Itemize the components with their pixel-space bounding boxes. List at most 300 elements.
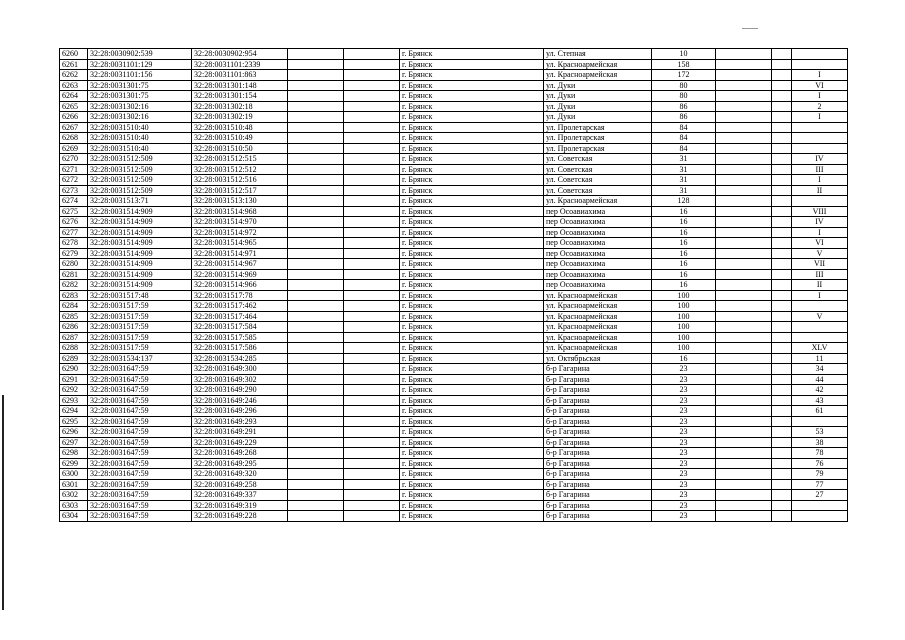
street-cell: ул. Красноармейская <box>544 59 652 70</box>
record-number-cell: 6288 <box>60 343 88 354</box>
empty-cell <box>288 364 344 375</box>
record-number-cell: 6268 <box>60 133 88 144</box>
house-number-cell: 80 <box>652 91 716 102</box>
house-number-cell: 100 <box>652 290 716 301</box>
empty-cell <box>288 416 344 427</box>
empty-cell <box>288 101 344 112</box>
record-number-cell: 6271 <box>60 164 88 175</box>
premises-number-cell <box>792 143 848 154</box>
city-cell: г. Брянск <box>400 364 544 375</box>
empty-cell <box>772 248 792 259</box>
empty-cell <box>716 143 772 154</box>
city-cell: г. Брянск <box>400 290 544 301</box>
object-cadastral-number-cell: 32:28:0031302:19 <box>192 112 288 123</box>
empty-cell <box>716 133 772 144</box>
premises-number-cell <box>792 416 848 427</box>
empty-cell <box>344 290 400 301</box>
premises-number-cell: 42 <box>792 385 848 396</box>
empty-cell <box>288 448 344 459</box>
street-cell: ул. Красноармейская <box>544 322 652 333</box>
house-number-cell: 16 <box>652 206 716 217</box>
city-cell: г. Брянск <box>400 112 544 123</box>
premises-number-cell <box>792 49 848 60</box>
record-number-cell: 6286 <box>60 322 88 333</box>
street-cell: ул. Красноармейская <box>544 196 652 207</box>
empty-cell <box>772 269 792 280</box>
empty-cell <box>716 248 772 259</box>
city-cell: г. Брянск <box>400 164 544 175</box>
street-cell: б-р Гагарина <box>544 479 652 490</box>
object-cadastral-number-cell: 32:28:0031517:464 <box>192 311 288 322</box>
object-cadastral-number-cell: 32:28:0031101:2339 <box>192 59 288 70</box>
street-cell: пер Осоавиахима <box>544 280 652 291</box>
city-cell: г. Брянск <box>400 259 544 270</box>
empty-cell <box>772 59 792 70</box>
premises-number-cell: 38 <box>792 437 848 448</box>
record-number-cell: 6298 <box>60 448 88 459</box>
city-cell: г. Брянск <box>400 143 544 154</box>
table-row <box>60 206 848 217</box>
empty-cell <box>716 91 772 102</box>
empty-cell <box>288 290 344 301</box>
city-cell: г. Брянск <box>400 206 544 217</box>
street-cell: б-р Гагарина <box>544 374 652 385</box>
premises-number-cell: III <box>792 269 848 280</box>
object-cadastral-number-cell: 32:28:0031649:320 <box>192 469 288 480</box>
empty-cell <box>716 437 772 448</box>
empty-cell <box>772 133 792 144</box>
house-number-cell: 23 <box>652 479 716 490</box>
premises-number-cell: VII <box>792 259 848 270</box>
street-cell: ул. Советская <box>544 164 652 175</box>
premises-number-cell: IV <box>792 154 848 165</box>
house-number-cell: 23 <box>652 448 716 459</box>
empty-cell <box>344 248 400 259</box>
parcel-cadastral-number-cell: 32:28:0031513:71 <box>88 196 192 207</box>
object-cadastral-number-cell: 32:28:0031514:968 <box>192 206 288 217</box>
empty-cell <box>772 164 792 175</box>
table-row <box>60 500 848 511</box>
street-cell: б-р Гагарина <box>544 364 652 375</box>
record-number-cell: 6279 <box>60 248 88 259</box>
empty-cell <box>344 80 400 91</box>
record-number-cell: 6303 <box>60 500 88 511</box>
empty-cell <box>288 301 344 312</box>
house-number-cell: 86 <box>652 101 716 112</box>
premises-number-cell: V <box>792 248 848 259</box>
premises-number-cell: I <box>792 70 848 81</box>
city-cell: г. Брянск <box>400 175 544 186</box>
record-number-cell: 6301 <box>60 479 88 490</box>
object-cadastral-number-cell: 32:28:0031649:268 <box>192 448 288 459</box>
empty-cell <box>288 196 344 207</box>
premises-number-cell: 43 <box>792 395 848 406</box>
record-number-cell: 6293 <box>60 395 88 406</box>
street-cell: пер Осоавиахима <box>544 206 652 217</box>
premises-number-cell <box>792 59 848 70</box>
object-cadastral-number-cell: 32:28:0031101:863 <box>192 70 288 81</box>
table-row <box>60 395 848 406</box>
empty-cell <box>288 280 344 291</box>
record-number-cell: 6289 <box>60 353 88 364</box>
house-number-cell: 23 <box>652 469 716 480</box>
record-number-cell: 6276 <box>60 217 88 228</box>
empty-cell <box>344 112 400 123</box>
record-number-cell: 6267 <box>60 122 88 133</box>
city-cell: г. Брянск <box>400 185 544 196</box>
parcel-cadastral-number-cell: 32:28:0031647:59 <box>88 427 192 438</box>
empty-cell <box>344 490 400 501</box>
parcel-cadastral-number-cell: 32:28:0031512:509 <box>88 164 192 175</box>
empty-cell <box>772 427 792 438</box>
house-number-cell: 31 <box>652 175 716 186</box>
empty-cell <box>288 217 344 228</box>
object-cadastral-number-cell: 32:28:0031517:585 <box>192 332 288 343</box>
city-cell: г. Брянск <box>400 490 544 501</box>
empty-cell <box>716 332 772 343</box>
empty-cell <box>716 322 772 333</box>
parcel-cadastral-number-cell: 32:28:0031514:909 <box>88 248 192 259</box>
parcel-cadastral-number-cell: 32:28:0031510:40 <box>88 143 192 154</box>
object-cadastral-number-cell: 32:28:0031649:228 <box>192 511 288 522</box>
parcel-cadastral-number-cell: 32:28:0031647:59 <box>88 458 192 469</box>
premises-number-cell: 79 <box>792 469 848 480</box>
table-row <box>60 269 848 280</box>
parcel-cadastral-number-cell: 32:28:0031101:156 <box>88 70 192 81</box>
empty-cell <box>716 395 772 406</box>
parcel-cadastral-number-cell: 32:28:0031302:16 <box>88 101 192 112</box>
premises-number-cell: VIII <box>792 206 848 217</box>
empty-cell <box>288 332 344 343</box>
record-number-cell: 6297 <box>60 437 88 448</box>
object-cadastral-number-cell: 32:28:0031301:148 <box>192 80 288 91</box>
empty-cell <box>772 143 792 154</box>
empty-cell <box>288 479 344 490</box>
empty-cell <box>772 448 792 459</box>
empty-cell <box>288 185 344 196</box>
table-row <box>60 59 848 70</box>
empty-cell <box>772 280 792 291</box>
city-cell: г. Брянск <box>400 427 544 438</box>
street-cell: пер Осоавиахима <box>544 217 652 228</box>
object-cadastral-number-cell: 32:28:0031514:965 <box>192 238 288 249</box>
empty-cell <box>288 238 344 249</box>
empty-cell <box>716 185 772 196</box>
empty-cell <box>716 101 772 112</box>
empty-cell <box>772 406 792 417</box>
parcel-cadastral-number-cell: 32:28:0031647:59 <box>88 479 192 490</box>
parcel-cadastral-number-cell: 32:28:0031647:59 <box>88 416 192 427</box>
parcel-cadastral-number-cell: 32:28:0031514:909 <box>88 227 192 238</box>
table-row <box>60 49 848 60</box>
house-number-cell: 16 <box>652 280 716 291</box>
table-row <box>60 416 848 427</box>
empty-cell <box>344 406 400 417</box>
empty-cell <box>288 406 344 417</box>
house-number-cell: 100 <box>652 311 716 322</box>
street-cell: б-р Гагарина <box>544 406 652 417</box>
house-number-cell: 172 <box>652 70 716 81</box>
city-cell: г. Брянск <box>400 448 544 459</box>
empty-cell <box>344 101 400 112</box>
city-cell: г. Брянск <box>400 406 544 417</box>
house-number-cell: 100 <box>652 301 716 312</box>
city-cell: г. Брянск <box>400 511 544 522</box>
record-number-cell: 6262 <box>60 70 88 81</box>
empty-cell <box>716 154 772 165</box>
record-number-cell: 6291 <box>60 374 88 385</box>
empty-cell <box>344 227 400 238</box>
record-number-cell: 6274 <box>60 196 88 207</box>
premises-number-cell: III <box>792 164 848 175</box>
house-number-cell: 23 <box>652 427 716 438</box>
city-cell: г. Брянск <box>400 80 544 91</box>
premises-number-cell <box>792 511 848 522</box>
empty-cell <box>344 269 400 280</box>
record-number-cell: 6295 <box>60 416 88 427</box>
object-cadastral-number-cell: 32:28:0031510:48 <box>192 122 288 133</box>
parcel-cadastral-number-cell: 32:28:0031517:59 <box>88 343 192 354</box>
empty-cell <box>716 500 772 511</box>
parcel-cadastral-number-cell: 32:28:0031647:59 <box>88 364 192 375</box>
record-number-cell: 6275 <box>60 206 88 217</box>
empty-cell <box>344 122 400 133</box>
empty-cell <box>344 385 400 396</box>
city-cell: г. Брянск <box>400 269 544 280</box>
premises-number-cell: IV <box>792 217 848 228</box>
premises-number-cell <box>792 196 848 207</box>
street-cell: б-р Гагарина <box>544 395 652 406</box>
table-row <box>60 91 848 102</box>
table-row <box>60 311 848 322</box>
parcel-cadastral-number-cell: 32:28:0031302:16 <box>88 112 192 123</box>
empty-cell <box>344 217 400 228</box>
parcel-cadastral-number-cell: 32:28:0031647:59 <box>88 385 192 396</box>
empty-cell <box>772 238 792 249</box>
empty-cell <box>772 311 792 322</box>
empty-cell <box>288 80 344 91</box>
empty-cell <box>716 385 772 396</box>
empty-cell <box>344 458 400 469</box>
empty-cell <box>716 217 772 228</box>
table-row <box>60 133 848 144</box>
premises-number-cell: I <box>792 112 848 123</box>
house-number-cell: 100 <box>652 322 716 333</box>
table-row <box>60 175 848 186</box>
empty-cell <box>772 290 792 301</box>
city-cell: г. Брянск <box>400 280 544 291</box>
street-cell: б-р Гагарина <box>544 427 652 438</box>
house-number-cell: 31 <box>652 185 716 196</box>
empty-cell <box>288 374 344 385</box>
street-cell: ул. Красноармейская <box>544 70 652 81</box>
premises-number-cell: II <box>792 185 848 196</box>
premises-number-cell: XLV <box>792 343 848 354</box>
premises-number-cell: I <box>792 175 848 186</box>
table-row <box>60 154 848 165</box>
object-cadastral-number-cell: 32:28:0031517:462 <box>192 301 288 312</box>
empty-cell <box>772 511 792 522</box>
empty-cell <box>716 175 772 186</box>
city-cell: г. Брянск <box>400 500 544 511</box>
premises-number-cell <box>792 301 848 312</box>
empty-cell <box>344 343 400 354</box>
empty-cell <box>288 395 344 406</box>
table-row <box>60 259 848 270</box>
house-number-cell: 23 <box>652 490 716 501</box>
city-cell: г. Брянск <box>400 458 544 469</box>
parcel-cadastral-number-cell: 32:28:0031514:909 <box>88 206 192 217</box>
empty-cell <box>772 437 792 448</box>
street-cell: ул. Советская <box>544 175 652 186</box>
city-cell: г. Брянск <box>400 416 544 427</box>
empty-cell <box>344 322 400 333</box>
empty-cell <box>344 500 400 511</box>
table-row <box>60 437 848 448</box>
record-number-cell: 6285 <box>60 311 88 322</box>
empty-cell <box>344 259 400 270</box>
empty-cell <box>288 259 344 270</box>
empty-cell <box>344 154 400 165</box>
premises-number-cell: 34 <box>792 364 848 375</box>
street-cell: ул. Красноармейская <box>544 343 652 354</box>
house-number-cell: 23 <box>652 406 716 417</box>
street-cell: ул. Красноармейская <box>544 332 652 343</box>
record-number-cell: 6272 <box>60 175 88 186</box>
empty-cell <box>288 511 344 522</box>
premises-number-cell: 78 <box>792 448 848 459</box>
street-cell: ул. Красноармейская <box>544 290 652 301</box>
street-cell: ул. Дуки <box>544 91 652 102</box>
table-row <box>60 227 848 238</box>
street-cell: ул. Пролетарская <box>544 133 652 144</box>
house-number-cell: 16 <box>652 227 716 238</box>
object-cadastral-number-cell: 32:28:0031302:18 <box>192 101 288 112</box>
premises-number-cell: 44 <box>792 374 848 385</box>
city-cell: г. Брянск <box>400 395 544 406</box>
empty-cell <box>772 175 792 186</box>
table-row <box>60 343 848 354</box>
record-number-cell: 6263 <box>60 80 88 91</box>
empty-cell <box>288 122 344 133</box>
empty-cell <box>772 374 792 385</box>
parcel-cadastral-number-cell: 32:28:0031514:909 <box>88 217 192 228</box>
city-cell: г. Брянск <box>400 59 544 70</box>
object-cadastral-number-cell: 32:28:0031512:517 <box>192 185 288 196</box>
empty-cell <box>772 469 792 480</box>
empty-cell <box>344 448 400 459</box>
house-number-cell: 23 <box>652 500 716 511</box>
house-number-cell: 16 <box>652 238 716 249</box>
empty-cell <box>288 269 344 280</box>
object-cadastral-number-cell: 32:28:0031514:972 <box>192 227 288 238</box>
parcel-cadastral-number-cell: 32:28:0031517:59 <box>88 311 192 322</box>
street-cell: б-р Гагарина <box>544 469 652 480</box>
empty-cell <box>716 259 772 270</box>
parcel-cadastral-number-cell: 32:28:0031647:59 <box>88 490 192 501</box>
city-cell: г. Брянск <box>400 385 544 396</box>
property-register-table <box>59 48 848 522</box>
empty-cell <box>772 364 792 375</box>
record-number-cell: 6264 <box>60 91 88 102</box>
object-cadastral-number-cell: 32:28:0031649:293 <box>192 416 288 427</box>
empty-cell <box>716 238 772 249</box>
empty-cell <box>772 385 792 396</box>
street-cell: ул. Дуки <box>544 101 652 112</box>
premises-number-cell: I <box>792 227 848 238</box>
object-cadastral-number-cell: 32:28:0031512:515 <box>192 154 288 165</box>
table-row <box>60 322 848 333</box>
street-cell: пер Осоавиахима <box>544 259 652 270</box>
table-row <box>60 164 848 175</box>
empty-cell <box>772 458 792 469</box>
house-number-cell: 23 <box>652 385 716 396</box>
empty-cell <box>344 133 400 144</box>
house-number-cell: 16 <box>652 259 716 270</box>
empty-cell <box>772 196 792 207</box>
premises-number-cell: V <box>792 311 848 322</box>
city-cell: г. Брянск <box>400 343 544 354</box>
empty-cell <box>344 364 400 375</box>
empty-cell <box>716 374 772 385</box>
city-cell: г. Брянск <box>400 70 544 81</box>
city-cell: г. Брянск <box>400 311 544 322</box>
empty-cell <box>772 206 792 217</box>
empty-cell <box>716 301 772 312</box>
empty-cell <box>772 332 792 343</box>
empty-cell <box>344 175 400 186</box>
street-cell: пер Осоавиахима <box>544 227 652 238</box>
empty-cell <box>772 500 792 511</box>
object-cadastral-number-cell: 32:28:0031649:295 <box>192 458 288 469</box>
city-cell: г. Брянск <box>400 122 544 133</box>
street-cell: ул. Пролетарская <box>544 143 652 154</box>
empty-cell <box>716 280 772 291</box>
street-cell: б-р Гагарина <box>544 511 652 522</box>
table-row <box>60 332 848 343</box>
house-number-cell: 16 <box>652 353 716 364</box>
premises-number-cell: 11 <box>792 353 848 364</box>
parcel-cadastral-number-cell: 32:28:0031301:75 <box>88 80 192 91</box>
object-cadastral-number-cell: 32:28:0031301:154 <box>192 91 288 102</box>
parcel-cadastral-number-cell: 32:28:0031647:59 <box>88 437 192 448</box>
empty-cell <box>288 143 344 154</box>
table-row <box>60 301 848 312</box>
object-cadastral-number-cell: 32:28:0031514:971 <box>192 248 288 259</box>
premises-number-cell: 61 <box>792 406 848 417</box>
empty-cell <box>344 280 400 291</box>
parcel-cadastral-number-cell: 32:28:0031101:129 <box>88 59 192 70</box>
empty-cell <box>288 385 344 396</box>
street-cell: ул. Красноармейская <box>544 301 652 312</box>
city-cell: г. Брянск <box>400 217 544 228</box>
record-number-cell: 6302 <box>60 490 88 501</box>
parcel-cadastral-number-cell: 32:28:0031517:59 <box>88 301 192 312</box>
empty-cell <box>716 49 772 60</box>
record-number-cell: 6292 <box>60 385 88 396</box>
empty-cell <box>716 70 772 81</box>
table-row <box>60 101 848 112</box>
parcel-cadastral-number-cell: 32:28:0031517:48 <box>88 290 192 301</box>
empty-cell <box>716 206 772 217</box>
record-number-cell: 6273 <box>60 185 88 196</box>
premises-number-cell: 2 <box>792 101 848 112</box>
empty-cell <box>772 259 792 270</box>
house-number-cell: 16 <box>652 248 716 259</box>
object-cadastral-number-cell: 32:28:0031512:512 <box>192 164 288 175</box>
city-cell: г. Брянск <box>400 469 544 480</box>
street-cell: ул. Советская <box>544 185 652 196</box>
